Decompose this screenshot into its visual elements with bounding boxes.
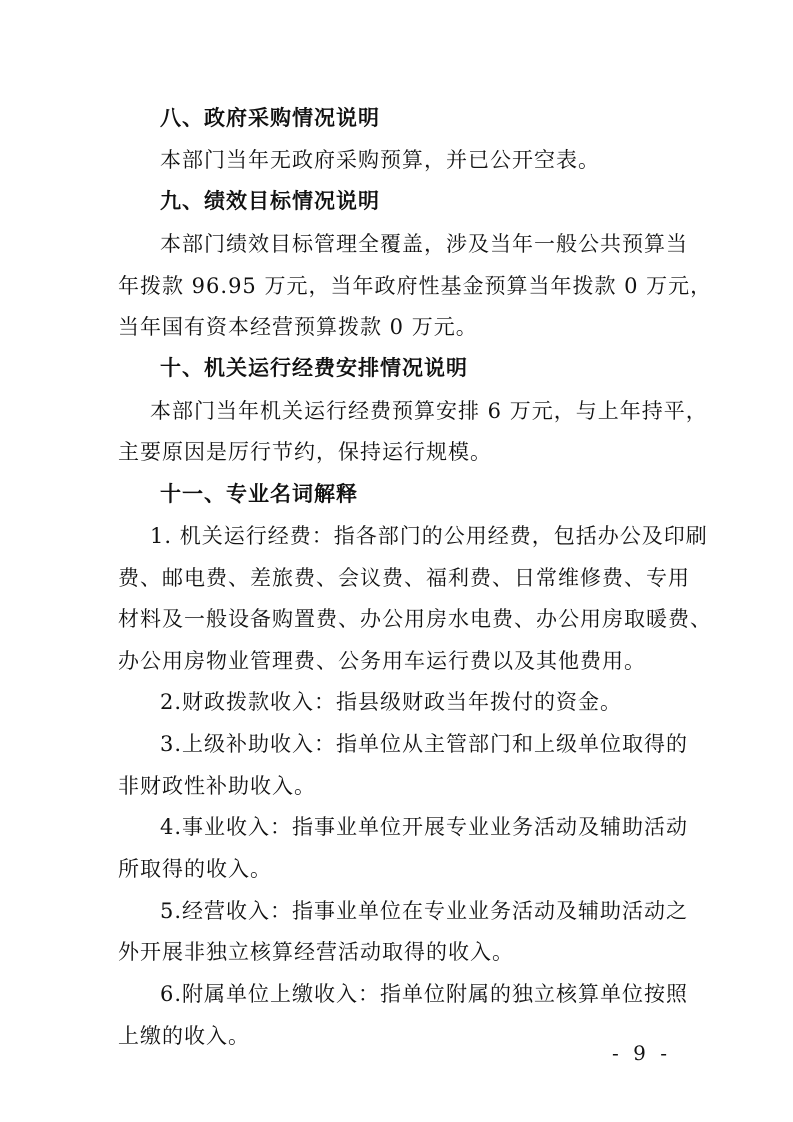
glossary-item-line: 5.经营收入：指事业单位在专业业务活动及辅助活动之	[160, 899, 689, 923]
glossary-item-line: 上缴的收入。	[118, 1024, 250, 1048]
section-heading-performance: 九、绩效目标情况说明	[160, 189, 380, 213]
glossary-item-line: 费、邮电费、差旅费、会议费、福利费、日常维修费、专用	[118, 566, 690, 590]
glossary-item-line: 非财政性补助收入。	[118, 774, 316, 798]
paragraph-line: 本部门当年无政府采购预算，并已公开空表。	[160, 148, 600, 172]
glossary-item-line: 6.附属单位上缴收入：指单位附属的独立核算单位按照	[160, 982, 689, 1006]
section-heading-glossary: 十一、专业名词解释	[160, 482, 358, 506]
glossary-item-line: 外开展非独立核算经营活动取得的收入。	[118, 940, 514, 964]
page-number: - 9 -	[612, 1041, 671, 1065]
paragraph-line: 当年国有资本经营预算拨款 0 万元。	[118, 315, 478, 339]
paragraph-line: 年拨款 96.95 万元，当年政府性基金预算当年拨款 0 万元，	[118, 274, 713, 298]
glossary-item-line: 材料及一般设备购置费、办公用房水电费、办公用房取暖费、	[118, 607, 712, 631]
glossary-item-line: 3.上级补助收入：指单位从主管部门和上级单位取得的	[160, 732, 689, 756]
glossary-item-line: 所取得的收入。	[118, 857, 272, 881]
section-heading-operating: 十、机关运行经费安排情况说明	[160, 356, 468, 380]
paragraph-line: 主要原因是厉行节约，保持运行规模。	[118, 440, 492, 464]
glossary-item-line: 办公用房物业管理费、公务用车运行费以及其他费用。	[118, 649, 646, 673]
paragraph-line: 本部门当年机关运行经费预算安排 6 万元，与上年持平，	[150, 399, 708, 423]
paragraph-line: 本部门绩效目标管理全覆盖，涉及当年一般公共预算当	[160, 232, 688, 256]
section-heading-procurement: 八、政府采购情况说明	[160, 106, 380, 130]
glossary-item-line: 1. 机关运行经费：指各部门的公用经费，包括办公及印刷	[150, 524, 708, 548]
glossary-item-line: 2.财政拨款收入：指县级财政当年拨付的资金。	[160, 690, 623, 714]
glossary-item-line: 4.事业收入：指事业单位开展专业业务活动及辅助活动	[160, 815, 689, 839]
